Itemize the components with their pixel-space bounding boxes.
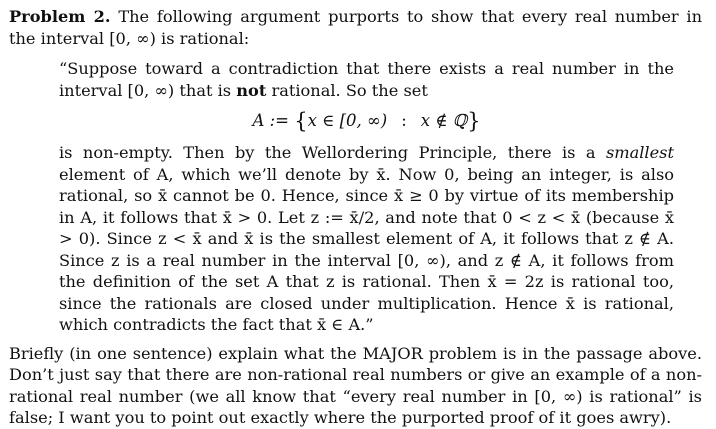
set-lhs: A := xyxy=(252,111,289,130)
set-body: x ∈ [0, ∞) xyxy=(307,111,388,130)
set-close-brace: } xyxy=(467,109,481,133)
quote-lead xyxy=(59,58,674,101)
quoted-argument xyxy=(59,58,674,336)
problem-intro: The following argument purports to show that every real number in the interval [0, ∞) is rational: xyxy=(9,7,703,48)
set-definition xyxy=(59,109,674,133)
set-condition: x ∉ ℚ xyxy=(420,111,468,130)
quote-lead-bold: not xyxy=(236,80,267,100)
quote-lead-text-2: rational. So the set xyxy=(266,80,428,100)
quote-lead-text-1: “Suppose toward a contradiction that there exists a real number in the interval [0, ∞) that is xyxy=(59,59,674,100)
closing-instructions: Briefly (in one sentence) explain what the MAJOR problem is in the passage above. Don’t just say that there are non-rational real numbers or give an example of a non-rational real number (we all know that “every real number in [0, ∞) is rational” is false; I want you to point out exactly where the purported proof of it goes awry). xyxy=(9,343,702,427)
quote-body-text-1: is non-empty. Then by the Wellordering Principle, there is a xyxy=(59,143,606,162)
set-open-brace: { xyxy=(294,109,308,133)
problem-label: Problem 2. xyxy=(9,7,111,26)
quote-body xyxy=(59,142,674,336)
quote-body-text-2: element of A, which we’ll denote by x̄. Now 0, being an integer, is also rational, so x̄ cannot be 0. Hence, since x̄ ≥ 0 by virtue of its membership in A, it follows that x̄ > 0. Let z := x̄/2, and note that 0 < z < x̄ (because x̄ > 0). Since z < x̄ and x̄ is the smallest element of A, it follows that z ∉ A. Since z is a real number in the interval [0, ∞), and z ∉ A, it follows from the definition of the set A that z is rational. Then x̄ = 2z is rational too, since the rationals are closed under multiplication. Hence x̄ is rational, which contradicts the fact that x̄ ∈ A.” xyxy=(59,164,674,334)
set-colon: : xyxy=(401,111,407,130)
quote-body-emphasis: smallest xyxy=(605,143,674,162)
problem-statement xyxy=(9,6,702,49)
